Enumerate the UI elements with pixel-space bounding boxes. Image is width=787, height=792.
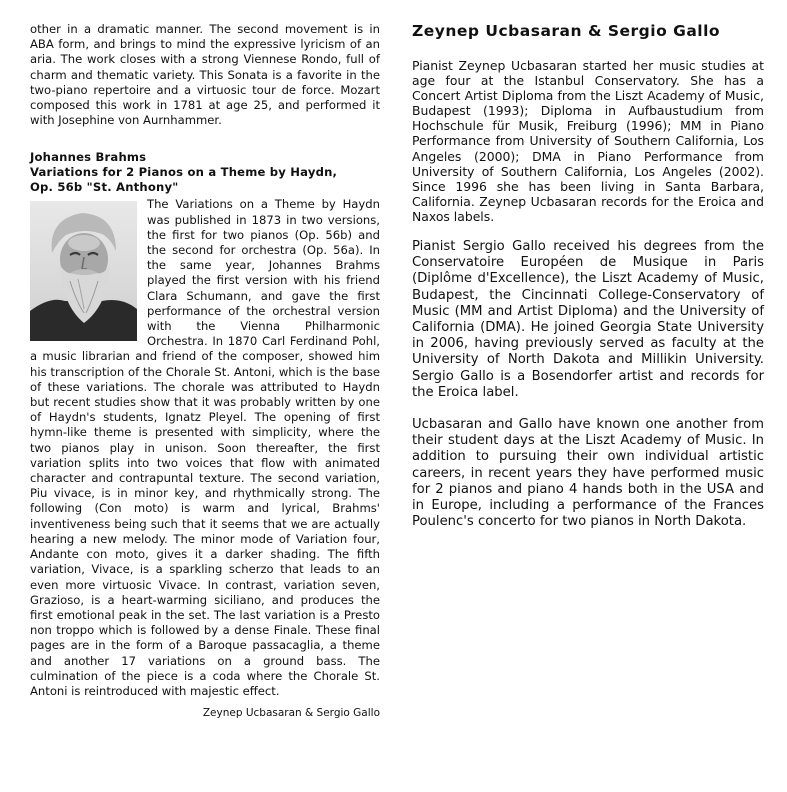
bio-title: Zeynep Ucbasaran & Sergio Gallo (412, 22, 721, 40)
program-note-intro: other in a dramatic manner. The second movement is in ABA form, and brings to mind the expressive lyricism of an aria. The work closes with a strong Viennese Rondo, full of charm and thematic variety. This Sonata is a favorite in the two-piano repertoire and a virtuosic tour de force. Mozart composed this work in 1781 at age 25, and performed it with Josephine von Aurnhammer. (30, 22, 380, 128)
brahms-portrait (30, 201, 137, 341)
work-title-line-2: Op. 56b "St. Anthony" (30, 180, 179, 195)
left-column (30, 0, 380, 719)
composer-name: Johannes Brahms (30, 150, 147, 165)
right-column (412, 0, 764, 546)
program-note-body: The Variations on a Theme by Haydn was published in 1873 in two versions, the first for two pianos (Op. 56b) and the second for orchestra (Op. 56a). In the same year, Johannes Brahms played the first version with his friend Clara Schumann, and gave the first performance of the orchestral version with the Vienna Philharmonic Orchestra. In 1870 Carl Ferdinand Pohl, a music librarian and friend of the composer, showed him his transcription of the Chorale St. Antoni, which is the base of these variations. The chorale was attributed to Haydn but recent studies show that it was probably written by one of Haydn's students, Ignatz Pleyel. The opening of first hymn-like theme is presented with simplicity, where the two pianos play in unison. Soon thereafter, the first variation splits into two voices that flow with animated character and contrapuntal texture. The second variation, Piu vivace, is in minor key, and rhythmically strong. The following (Con moto) is warm and lyrical, Brahms' inventiveness being such that it seems that we are actually hearing a new melody. The minor mode of Variation four, Andante con moto, gives it a darker shading. The fifth variation, Vivace, is a sparkling scherzo that leads to an even more virtuosic Vivace. In contrast, variation seven, Grazioso, is a heart-warming siciliano, and produces the first emotional peak in the set. The last variation is a Presto non troppo which is followed by a dense Finale. These final pages are in the form of a Baroque passacaglia, a theme and another 17 variations on a ground bass. The culmination of the piece is a coda where the Chorale St. Antoni is reintroduced with majestic effect. (30, 197, 380, 698)
program-note-signature: Zeynep Ucbasaran & Sergio Gallo (202, 707, 380, 720)
bio-sergio: Pianist Sergio Gallo received his degrees from the Conservatoire Européen de Musique in Paris (Diplôme d'Excellence), the Liszt Academy of Music, Budapest, the Cincinnati College-Conservatory of Music (MM and Artist Diploma) and the University of California (DMA). He joined Georgia State University in 2006, having previously served as faculty at the University of North Dakota and Millikin University. Sergio Gallo is a Bosendorfer artist and records for the Eroica label. (412, 239, 764, 400)
work-title-line-1: Variations for 2 Pianos on a Theme by Haydn, (30, 165, 338, 180)
bio-zeynep: Pianist Zeynep Ucbasaran started her music studies at age four at the Istanbul Conservatory. She has a Concert Artist Diploma from the Liszt Academy of Music, Budapest (1993); Diploma in Aufbaustudium from Hochschule für Musik, Freiburg (1996); MM in Piano Performance from University of Southern California, Los Angeles (2000); DMA in Piano Performance from University of Southern California, Los Angeles (2002). Since 1996 she has been living in Santa Barbara, California. Zeynep Ucbasaran records for the Eroica and Naxos labels. (412, 58, 764, 224)
duo-paragraph: Ucbasaran and Gallo have known one another from their student days at the Liszt Academy of Music. In addition to pursuing their own individual artistic careers, in recent years they have performed music for 2 pianos and piano 4 hands both in the USA and in Europe, including a performance of the Frances Poulenc's concerto for two pianos in North Dakota. (412, 417, 764, 530)
piece-heading (30, 150, 380, 195)
